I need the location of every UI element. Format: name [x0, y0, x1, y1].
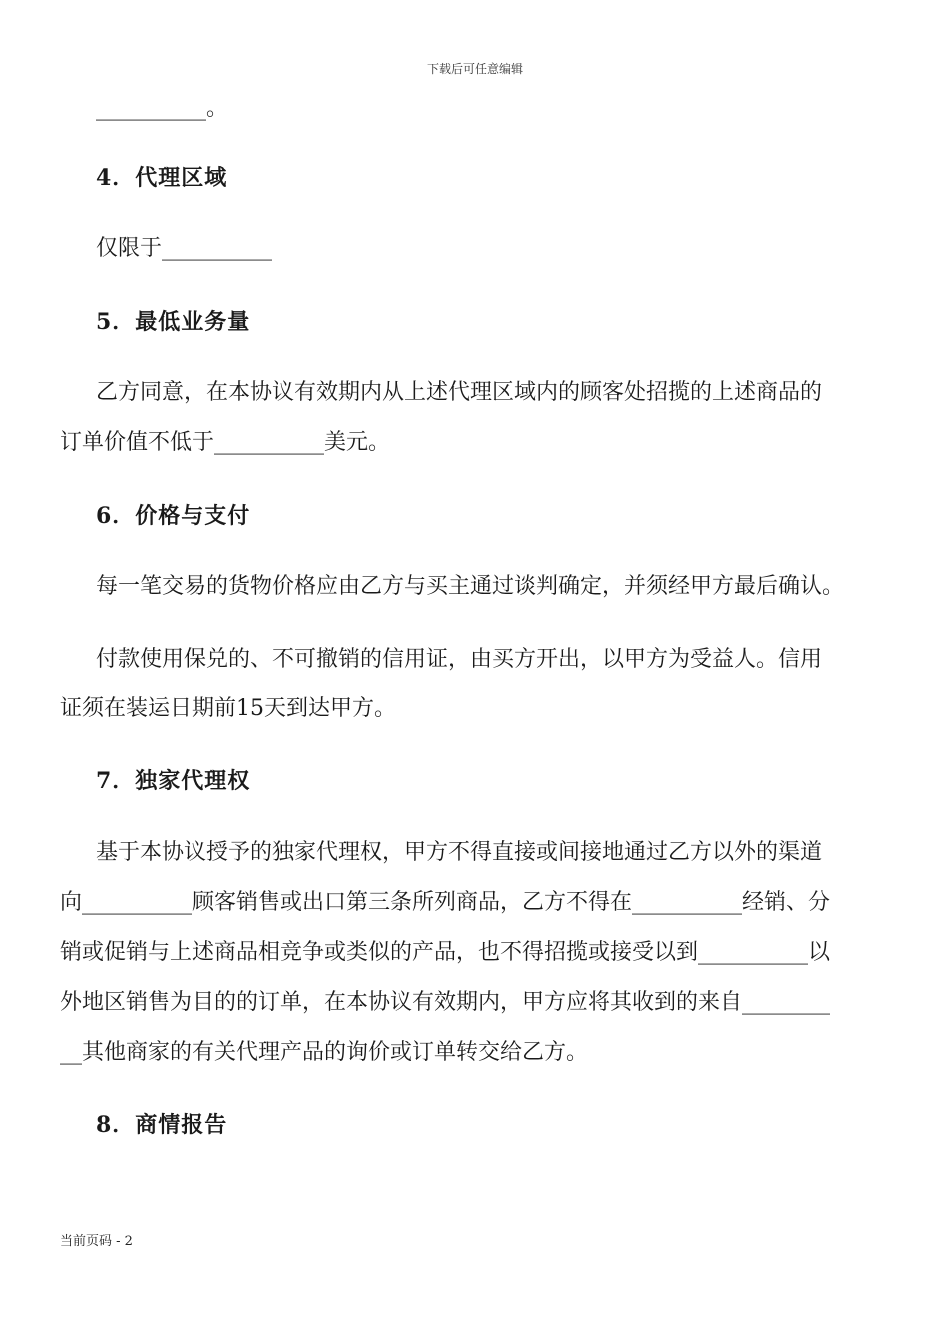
section-7-text-line-5: __其他商家的有关代理产品的询价或订单转交给乙方。	[60, 1040, 589, 1065]
section-7-text-line-4: 外地区销售为目的的订单，在本协议有效期内，甲方应将其收到的来自________	[60, 990, 831, 1015]
section-6-para-2-line-1: 付款使用保兑的、不可撤销的信用证，由买方开出，以甲方为受益人。信用	[96, 647, 823, 672]
section-5-text-line-2: 订单价值不低于__________美元。	[60, 430, 391, 455]
page-number: 当前页码 - 2	[60, 1234, 133, 1249]
section-7-text-line-3: 销或促销与上述商品相竞争或类似的产品，也不得招揽或接受以到__________以	[60, 940, 831, 965]
section-8-heading: 8．商情报告	[96, 1112, 228, 1138]
section-6-heading: 6．价格与支付	[96, 503, 251, 529]
section-6-para-1: 每一笔交易的货物价格应由乙方与买主通过谈判确定，并须经甲方最后确认。	[96, 574, 845, 599]
section-6-para-2-line-2: 证须在装运日期前15天到达甲方。	[60, 696, 396, 721]
section-7-heading: 7．独家代理权	[96, 768, 251, 794]
section-5-text-line-1: 乙方同意，在本协议有效期内从上述代理区域内的顾客处招揽的上述商品的	[96, 380, 823, 405]
section-7-text-line-1: 基于本协议授予的独家代理权，甲方不得直接或间接地通过乙方以外的渠道	[96, 840, 823, 865]
blank-line: __________。	[96, 96, 229, 121]
section-7-text-line-2: 向__________顾客销售或出口第三条所列商品，乙方不得在__________经销、分	[60, 890, 831, 915]
section-4-heading: 4．代理区域	[96, 165, 228, 191]
page-header: 下载后可任意编辑	[426, 62, 523, 76]
section-4-text: 仅限于__________	[96, 236, 273, 261]
section-5-heading: 5．最低业务量	[96, 309, 251, 335]
